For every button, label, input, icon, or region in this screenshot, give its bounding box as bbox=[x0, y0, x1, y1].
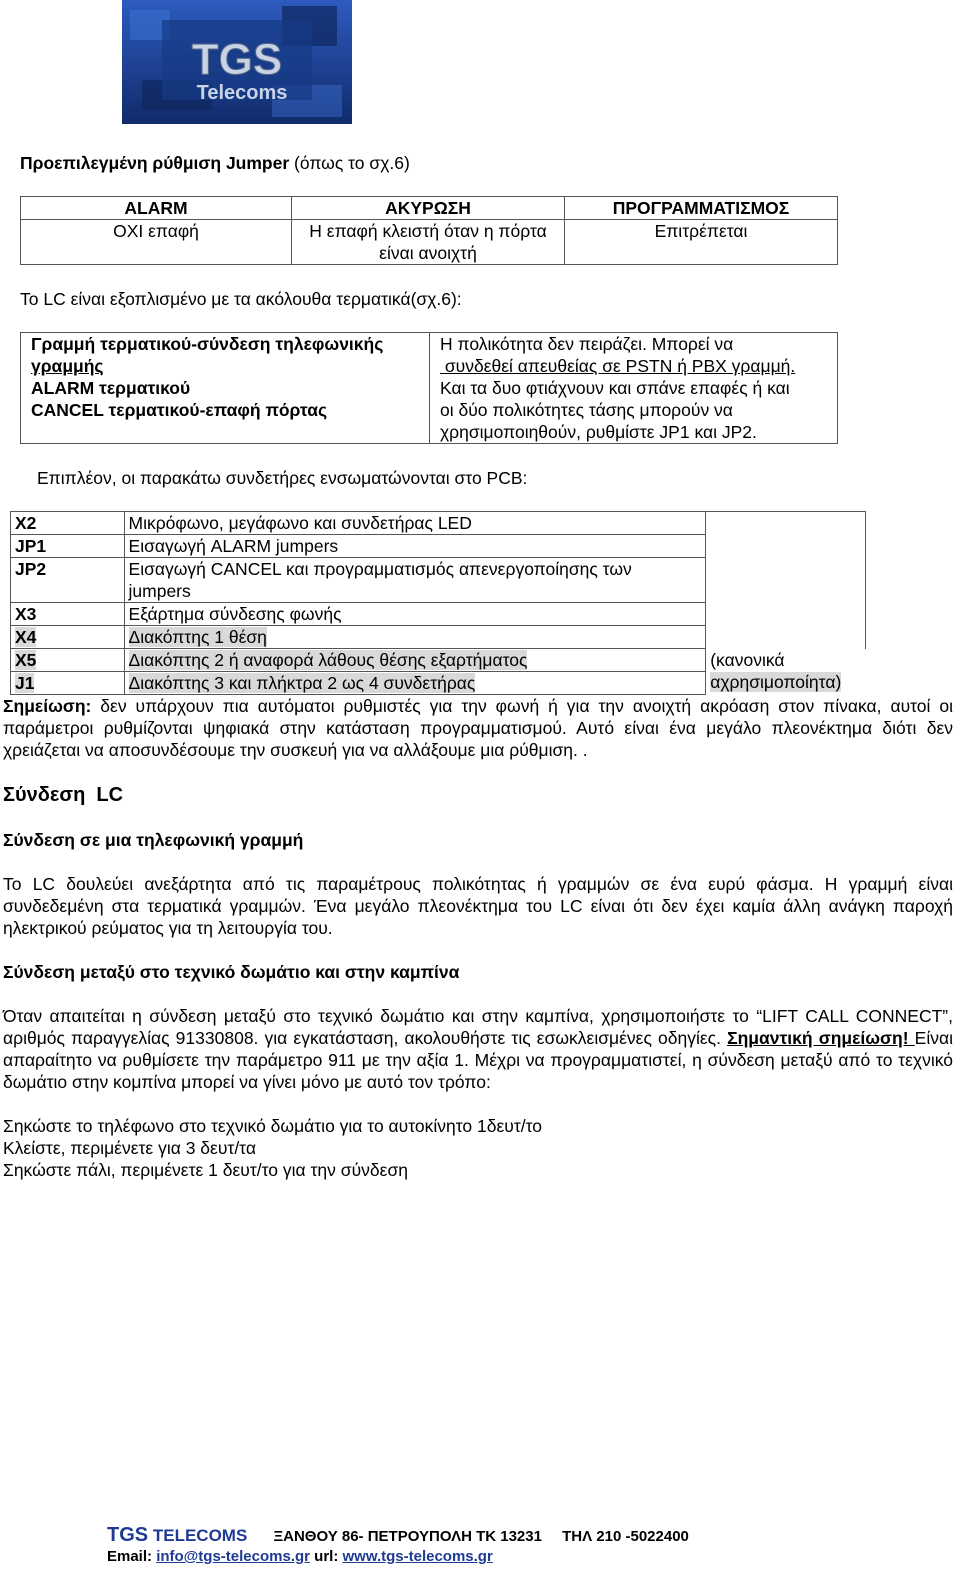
logo-text-main: TGS bbox=[191, 35, 283, 84]
cell-programming: Επιτρέπεται bbox=[565, 220, 838, 265]
cell-cancel: Η επαφή κλειστή όταν η πόρτα είναι ανοιχτή bbox=[292, 220, 565, 265]
connector-id: JP2 bbox=[11, 558, 125, 603]
connectors-table bbox=[10, 511, 866, 695]
footer-url-link[interactable]: www.tgs-telecoms.gr bbox=[342, 1548, 493, 1565]
note-paragraph: Σημείωση: δεν υπάρχουν πια αυτόματοι ρυθμιστές για την φωνή ή για την ανοιχτή ακρόαση στον πίνακα, αυτοί οι παράμετροι ρυθμίζονται ψηφιακά στην κατάσταση προγραμματισμού. Αυτό είναι ένα μεγάλο πλεονέκτημα διότι δεν χρειάζεται να αποσυνδέσουμε την συσκευή για να αλλάξουμε μια ρύθμιση. . bbox=[3, 696, 953, 760]
terminals-description: Η πολικότητα δεν πειράζει. Μπορεί να συνδεθεί απευθείας σε PSTN ή PBX γραμμή. Και τα δυο φτιάχνουν και σπάνε επαφές ή και οι δύο πολικότητες τάσης μπορούν να χρησιμοποιηθούν, ρυθμίστε JP1 και JP2. bbox=[430, 333, 838, 444]
subsection-title-machine-room: Σύνδεση μεταξύ στο τεχνικό δωμάτιο και στην καμπίνα bbox=[3, 962, 460, 982]
pcb-intro: Επιπλέον, οι παρακάτω συνδετήρες ενσωματώνονται στο PCB: bbox=[37, 468, 528, 488]
footer bbox=[107, 1525, 689, 1567]
connector-desc: Μικρόφωνο, μεγάφωνο και συνδετήρας LED bbox=[124, 512, 706, 535]
connector-note: (κανονικά αχρησιμοποίητα) bbox=[706, 649, 866, 695]
header-alarm: ALARM bbox=[21, 197, 292, 220]
connector-id: X2 bbox=[11, 512, 125, 535]
footer-phone: ΤΗΛ 210 -5022400 bbox=[562, 1528, 689, 1545]
connector-id: JP1 bbox=[11, 535, 125, 558]
footer-line-1: TGS TELECOMS ΞΑΝΘΟΥ 86- ΠΕΤΡΟΥΠΟΛΗ ΤΚ 13231 ΤΗΛ 210 -5022400 bbox=[107, 1524, 689, 1546]
connector-desc: Εισαγωγή CANCEL και προγραμματισμός απενεργοποίησης των jumpers bbox=[124, 558, 706, 603]
connector-id: X5 bbox=[11, 649, 125, 672]
footer-address: ΞΑΝΘΟΥ 86- ΠΕΤΡΟΥΠΟΛΗ ΤΚ 13231 bbox=[273, 1528, 542, 1545]
connector-desc: Διακόπτης 3 και πλήκτρα 2 ως 4 συνδετήρας bbox=[124, 672, 706, 695]
jumper-heading: Προεπιλεγμένη ρύθμιση Jumper (όπως το σχ.6) bbox=[20, 153, 410, 173]
machine-room-paragraph: Όταν απαιτείται η σύνδεση μεταξύ στο τεχνικό δωμάτιο και στην καμπίνα, χρησιμοποιήστε το “LIFT CALL CONNECT”, αριθμός παραγγελίας 91330808. για εγκατάσταση, ακολουθήστε τις εσωκλεισμένες οδηγίες. Σημαντική σημείωση! Είναι απαραίτητο να ρυθμίσετε την παράμετρο 911 με την αξία 1. Μέχρι να προγραμματιστεί, η σύνδεση μεταξύ από το τεχνικό δωμάτιο στην κομπίνα μπορεί να γίνει μόνο με αυτό τον τρόπο: bbox=[3, 1006, 953, 1092]
connector-desc: Εξάρτημα σύνδεσης φωνής bbox=[124, 603, 706, 626]
step-item: Σηκώστε το τηλέφωνο στο τεχνικό δωμάτιο για το αυτοκίνητο 1δευτ/το bbox=[3, 1116, 543, 1136]
important-note-label: Σημαντική σημείωση! bbox=[727, 1028, 915, 1048]
connector-id: X3 bbox=[11, 603, 125, 626]
connector-desc: Εισαγωγή ALARM jumpers bbox=[124, 535, 706, 558]
header-cancel: ΑΚΥΡΩΣΗ bbox=[292, 197, 565, 220]
connector-desc: Διακόπτης 1 θέση bbox=[124, 626, 706, 649]
cell-alarm: ΟΧΙ επαφή bbox=[21, 220, 292, 265]
phone-line-paragraph: Το LC δουλεύει ανεξάρτητα από τις παραμέτρους πολικότητας ή γραμμών σε ένα ευρύ φάσμα. Η γραμμή είναι συνδεδεμένη στα τερματικά γραμμών. Ένα μεγάλο πλεονέκτημα του LC είναι ότι δεν έχει καμία άλλη ανάγκη παροχή ηλεκτρικού ρεύματος για τη λειτουργία του. bbox=[3, 874, 953, 938]
company-logo bbox=[122, 0, 352, 124]
terminals-list: Γραμμή τερματικού-σύνδεση τηλεφωνικής γραμμής ALARM τερματικού CANCEL τερματικού-επαφή πόρτας bbox=[21, 333, 430, 444]
steps-list bbox=[3, 1115, 542, 1181]
footer-line-2: Email: info@tgs-telecoms.gr url: www.tgs-telecoms.gr bbox=[107, 1548, 493, 1565]
footer-email-link[interactable]: info@tgs-telecoms.gr bbox=[156, 1548, 310, 1565]
connector-id: J1 bbox=[11, 672, 125, 695]
connector-id: X4 bbox=[11, 626, 125, 649]
terminals-table bbox=[20, 332, 838, 444]
header-programming: ΠΡΟΓΡΑΜΜΑΤΙΣΜΟΣ bbox=[565, 197, 838, 220]
step-item: Σηκώστε πάλι, περιμένετε 1 δευτ/το για την σύνδεση bbox=[3, 1160, 408, 1180]
step-item: Κλείστε, περιμένετε για 3 δευτ/τα bbox=[3, 1138, 256, 1158]
terminals-intro: Το LC είναι εξοπλισμένο με τα ακόλουθα τερματικά(σχ.6): bbox=[20, 289, 462, 309]
subsection-title-phone-line: Σύνδεση σε μια τηλεφωνική γραμμή bbox=[3, 830, 304, 850]
footer-brand: TGS bbox=[107, 1524, 149, 1546]
section-title: Σύνδεση LC bbox=[3, 784, 124, 806]
connector-desc: Διακόπτης 2 ή αναφορά λάθους θέσης εξαρτήματος bbox=[124, 649, 706, 672]
logo-text-sub: Telecoms bbox=[196, 82, 288, 104]
jumper-default-table bbox=[20, 196, 838, 265]
